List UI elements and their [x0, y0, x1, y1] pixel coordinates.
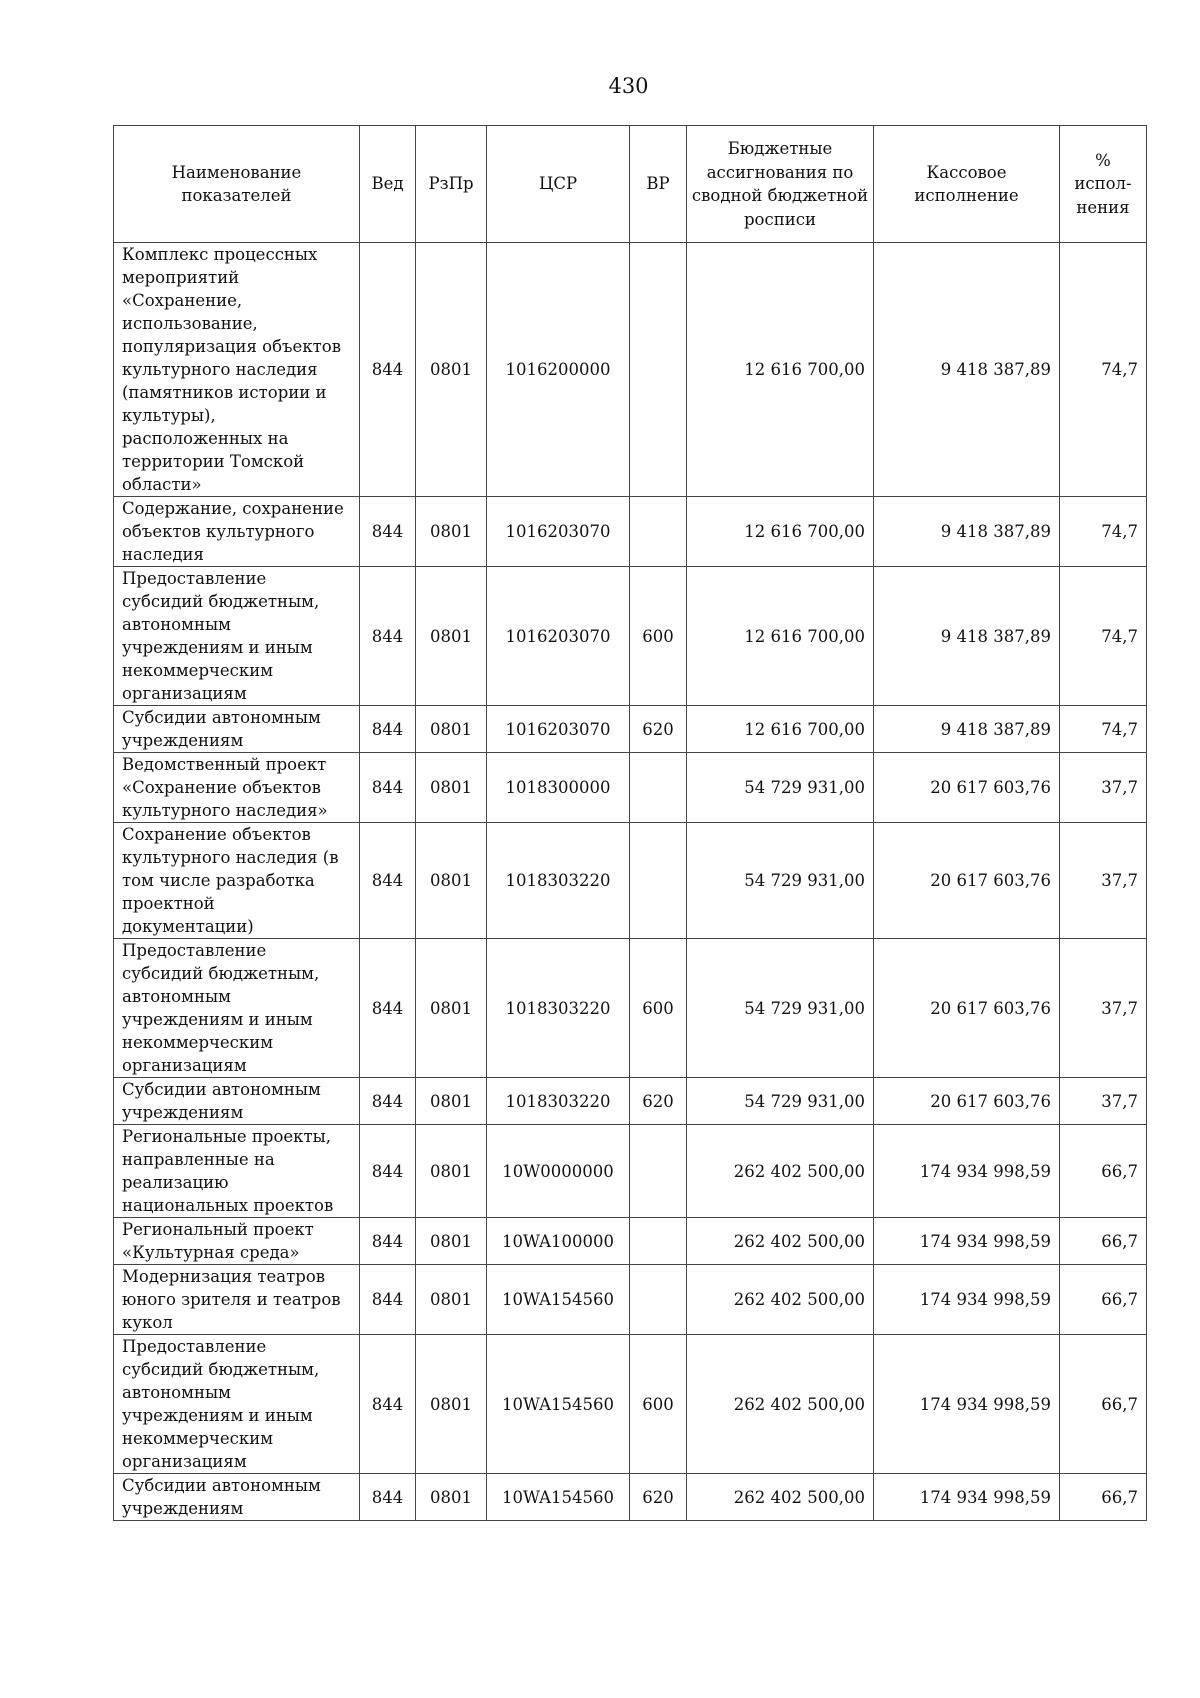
cell-name: Субсидии автономным учреждениям	[114, 706, 360, 753]
cell-percent: 74,7	[1060, 706, 1147, 753]
cell-vr: 620	[630, 706, 687, 753]
table-row	[114, 243, 1147, 497]
table-row	[114, 1218, 1147, 1265]
cell-ved: 844	[360, 706, 416, 753]
cell-cash: 174 934 998,59	[874, 1265, 1060, 1335]
cell-ved: 844	[360, 939, 416, 1078]
cell-percent: 74,7	[1060, 497, 1147, 567]
cell-vr	[630, 753, 687, 823]
table-body	[114, 243, 1147, 1521]
cell-percent: 66,7	[1060, 1474, 1147, 1521]
cell-percent: 66,7	[1060, 1265, 1147, 1335]
cell-percent: 37,7	[1060, 823, 1147, 939]
table-row	[114, 1335, 1147, 1474]
cell-budget: 54 729 931,00	[687, 823, 874, 939]
cell-ved: 844	[360, 1078, 416, 1125]
cell-percent: 66,7	[1060, 1125, 1147, 1218]
cell-vr: 620	[630, 1078, 687, 1125]
header-csr: ЦСР	[487, 126, 630, 243]
cell-budget: 262 402 500,00	[687, 1265, 874, 1335]
header-cash: Кассовое исполнение	[874, 126, 1060, 243]
table-header-row	[114, 126, 1147, 243]
cell-ved: 844	[360, 753, 416, 823]
cell-csr: 1018303220	[487, 823, 630, 939]
header-vr: ВР	[630, 126, 687, 243]
cell-budget: 12 616 700,00	[687, 497, 874, 567]
cell-ved: 844	[360, 497, 416, 567]
cell-name: Субсидии автономным учреждениям	[114, 1474, 360, 1521]
cell-name: Предоставление субсидий бюджетным, автономным учреждениям и иным некоммерческим организациям	[114, 1335, 360, 1474]
cell-percent: 37,7	[1060, 939, 1147, 1078]
cell-percent: 66,7	[1060, 1218, 1147, 1265]
budget-table	[113, 125, 1147, 1521]
cell-percent: 74,7	[1060, 243, 1147, 497]
cell-ved: 844	[360, 823, 416, 939]
cell-name: Сохранение объектов культурного наследия (в том числе разработка проектной документации)	[114, 823, 360, 939]
cell-csr: 1018303220	[487, 1078, 630, 1125]
cell-ved: 844	[360, 243, 416, 497]
header-budget: Бюджетные ассигнования по сводной бюджетной росписи	[687, 126, 874, 243]
cell-name: Региональные проекты, направленные на реализацию национальных проектов	[114, 1125, 360, 1218]
cell-rzpr: 0801	[416, 1218, 487, 1265]
page-number: 430	[608, 74, 649, 98]
cell-vr	[630, 243, 687, 497]
table-row	[114, 1078, 1147, 1125]
cell-vr: 600	[630, 567, 687, 706]
cell-budget: 262 402 500,00	[687, 1218, 874, 1265]
cell-rzpr: 0801	[416, 706, 487, 753]
cell-budget: 54 729 931,00	[687, 753, 874, 823]
table-row	[114, 823, 1147, 939]
cell-budget: 54 729 931,00	[687, 939, 874, 1078]
cell-cash: 174 934 998,59	[874, 1125, 1060, 1218]
cell-ved: 844	[360, 1125, 416, 1218]
cell-csr: 10WA154560	[487, 1265, 630, 1335]
table-row	[114, 1265, 1147, 1335]
cell-name: Модернизация театров юного зрителя и театров кукол	[114, 1265, 360, 1335]
header-rzpr: РзПр	[416, 126, 487, 243]
cell-cash: 9 418 387,89	[874, 567, 1060, 706]
cell-ved: 844	[360, 1218, 416, 1265]
cell-cash: 20 617 603,76	[874, 753, 1060, 823]
cell-vr	[630, 497, 687, 567]
cell-vr: 600	[630, 1335, 687, 1474]
cell-vr	[630, 823, 687, 939]
cell-percent: 37,7	[1060, 753, 1147, 823]
cell-cash: 20 617 603,76	[874, 1078, 1060, 1125]
cell-name: Субсидии автономным учреждениям	[114, 1078, 360, 1125]
cell-csr: 10WA154560	[487, 1474, 630, 1521]
cell-rzpr: 0801	[416, 567, 487, 706]
cell-budget: 262 402 500,00	[687, 1125, 874, 1218]
table-row	[114, 753, 1147, 823]
cell-rzpr: 0801	[416, 243, 487, 497]
cell-name: Предоставление субсидий бюджетным, автономным учреждениям и иным некоммерческим организациям	[114, 939, 360, 1078]
cell-csr: 10WA100000	[487, 1218, 630, 1265]
cell-percent: 66,7	[1060, 1335, 1147, 1474]
cell-csr: 1016203070	[487, 706, 630, 753]
cell-percent: 74,7	[1060, 567, 1147, 706]
cell-cash: 174 934 998,59	[874, 1218, 1060, 1265]
cell-cash: 20 617 603,76	[874, 823, 1060, 939]
cell-vr	[630, 1218, 687, 1265]
cell-rzpr: 0801	[416, 823, 487, 939]
cell-name: Ведомственный проект «Сохранение объектов культурного наследия»	[114, 753, 360, 823]
table-row	[114, 706, 1147, 753]
cell-name: Региональный проект «Культурная среда»	[114, 1218, 360, 1265]
table-row	[114, 1125, 1147, 1218]
cell-ved: 844	[360, 1335, 416, 1474]
table-row	[114, 1474, 1147, 1521]
header-ved: Вед	[360, 126, 416, 243]
cell-cash: 9 418 387,89	[874, 497, 1060, 567]
cell-budget: 12 616 700,00	[687, 706, 874, 753]
cell-name: Предоставление субсидий бюджетным, автономным учреждениям и иным некоммерческим организациям	[114, 567, 360, 706]
cell-rzpr: 0801	[416, 1078, 487, 1125]
table-row	[114, 939, 1147, 1078]
header-name: Наименование показателей	[114, 126, 360, 243]
cell-cash: 174 934 998,59	[874, 1474, 1060, 1521]
cell-budget: 12 616 700,00	[687, 243, 874, 497]
cell-rzpr: 0801	[416, 497, 487, 567]
cell-ved: 844	[360, 567, 416, 706]
cell-rzpr: 0801	[416, 1125, 487, 1218]
cell-vr: 620	[630, 1474, 687, 1521]
cell-budget: 12 616 700,00	[687, 567, 874, 706]
cell-vr: 600	[630, 939, 687, 1078]
cell-cash: 9 418 387,89	[874, 706, 1060, 753]
cell-cash: 20 617 603,76	[874, 939, 1060, 1078]
cell-csr: 1016200000	[487, 243, 630, 497]
cell-csr: 10WA154560	[487, 1335, 630, 1474]
cell-csr: 1016203070	[487, 497, 630, 567]
cell-csr: 1018303220	[487, 939, 630, 1078]
cell-rzpr: 0801	[416, 1335, 487, 1474]
cell-ved: 844	[360, 1474, 416, 1521]
cell-percent: 37,7	[1060, 1078, 1147, 1125]
cell-vr	[630, 1125, 687, 1218]
cell-rzpr: 0801	[416, 939, 487, 1078]
header-percent: % испол-нения	[1060, 126, 1147, 243]
cell-rzpr: 0801	[416, 753, 487, 823]
cell-csr: 1016203070	[487, 567, 630, 706]
cell-name: Содержание, сохранение объектов культурного наследия	[114, 497, 360, 567]
table-row	[114, 497, 1147, 567]
cell-name: Комплекс процессных мероприятий «Сохранение, использование, популяризация объектов культурного наследия (памятников истории и культуры), расположенных на территории Томской области»	[114, 243, 360, 497]
cell-budget: 262 402 500,00	[687, 1474, 874, 1521]
cell-budget: 262 402 500,00	[687, 1335, 874, 1474]
cell-vr	[630, 1265, 687, 1335]
cell-csr: 1018300000	[487, 753, 630, 823]
cell-ved: 844	[360, 1265, 416, 1335]
cell-cash: 174 934 998,59	[874, 1335, 1060, 1474]
cell-rzpr: 0801	[416, 1474, 487, 1521]
table-row	[114, 567, 1147, 706]
cell-rzpr: 0801	[416, 1265, 487, 1335]
cell-cash: 9 418 387,89	[874, 243, 1060, 497]
cell-csr: 10W0000000	[487, 1125, 630, 1218]
cell-budget: 54 729 931,00	[687, 1078, 874, 1125]
